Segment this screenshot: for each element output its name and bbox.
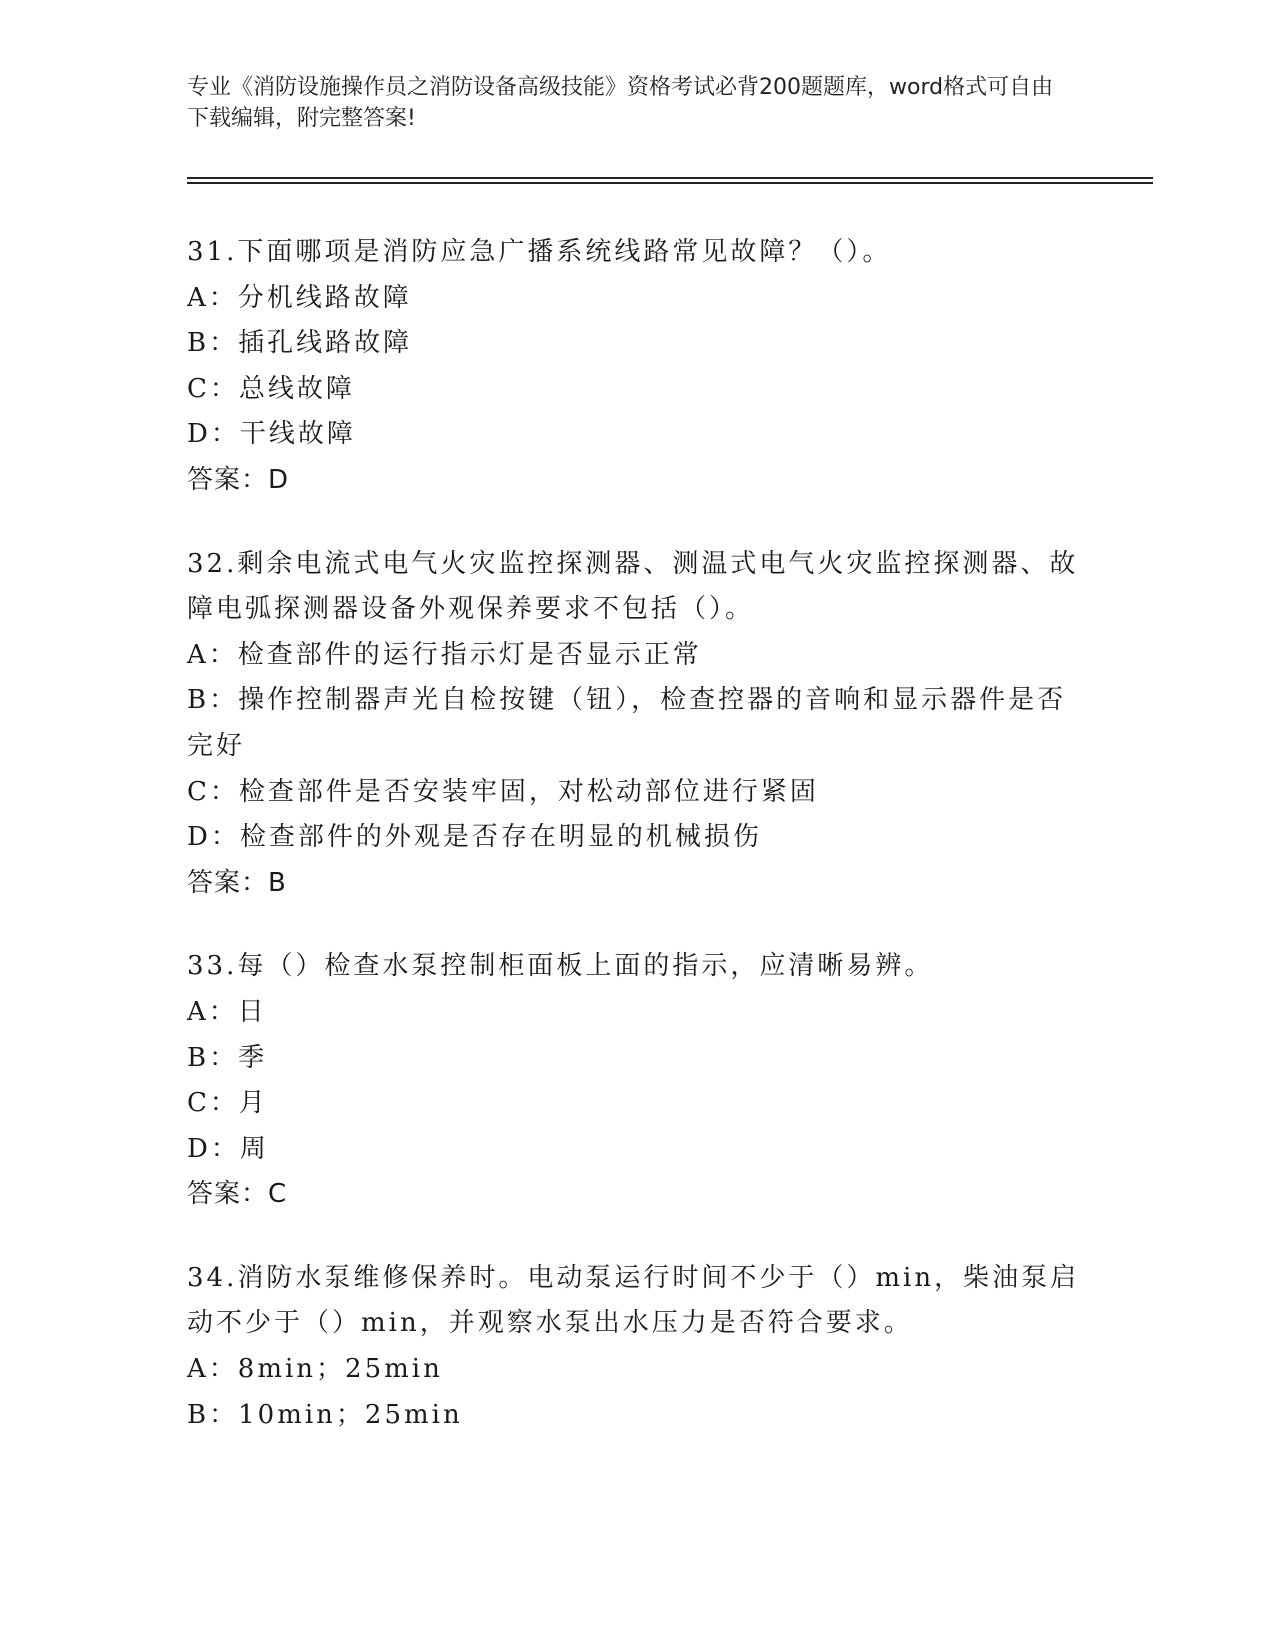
option-b: B：10min；25min bbox=[187, 1399, 463, 1430]
answer: 答案：D bbox=[187, 464, 290, 495]
option-a: A：8min；25min bbox=[187, 1354, 443, 1385]
header-divider bbox=[187, 182, 1153, 184]
option-d: D：干线故障 bbox=[187, 419, 356, 450]
question-text: 33.每（）检查水泵控制柜面板上面的指示，应清晰易辨。 bbox=[187, 951, 934, 982]
option-a: A：日 bbox=[187, 996, 267, 1027]
option-d: D：检查部件的外观是否存在明显的机械损伤 bbox=[187, 822, 762, 853]
question-32 bbox=[187, 542, 1087, 907]
question-33 bbox=[187, 944, 1087, 1218]
question-text: 34.消防水泵维修保养时。电动泵运行时间不少于（）min，柴油泵启动不少于（）min，并观察水泵出水压力是否符合要求。 bbox=[187, 1262, 1080, 1339]
question-list bbox=[187, 230, 1087, 1476]
answer: 答案：B bbox=[187, 867, 287, 898]
option-c: C：总线故障 bbox=[187, 373, 355, 404]
answer: 答案：C bbox=[187, 1179, 288, 1210]
question-text: 31.下面哪项是消防应急广播系统线路常见故障？（）。 bbox=[187, 237, 892, 267]
option-b: B：操作控制器声光自检按键（钮），检查控器的音响和显示器件是否完好 bbox=[187, 685, 1067, 761]
option-a: A：检查部件的运行指示灯是否显示正常 bbox=[187, 639, 702, 670]
option-b: B：插孔线路故障 bbox=[187, 328, 413, 359]
question-text: 32.剩余电流式电气火灾监控探测器、测温式电气火灾监控探测器、故障电弧探测器设备外观保养要求不包括（）。 bbox=[187, 548, 1079, 625]
option-c: C：月 bbox=[187, 1088, 268, 1119]
option-b: B：季 bbox=[187, 1042, 268, 1073]
question-31 bbox=[187, 230, 1087, 504]
question-34 bbox=[187, 1256, 1087, 1438]
header-divider bbox=[187, 177, 1153, 179]
option-d: D：周 bbox=[187, 1133, 269, 1164]
option-c: C：检查部件是否安装牢固，对松动部位进行紧固 bbox=[187, 776, 819, 807]
option-a: A：分机线路故障 bbox=[187, 282, 412, 313]
document-header: 专业《消防设施操作员之消防设备高级技能》资格考试必背200题题库，word格式可自由下载编辑，附完整答案! bbox=[187, 75, 1054, 131]
